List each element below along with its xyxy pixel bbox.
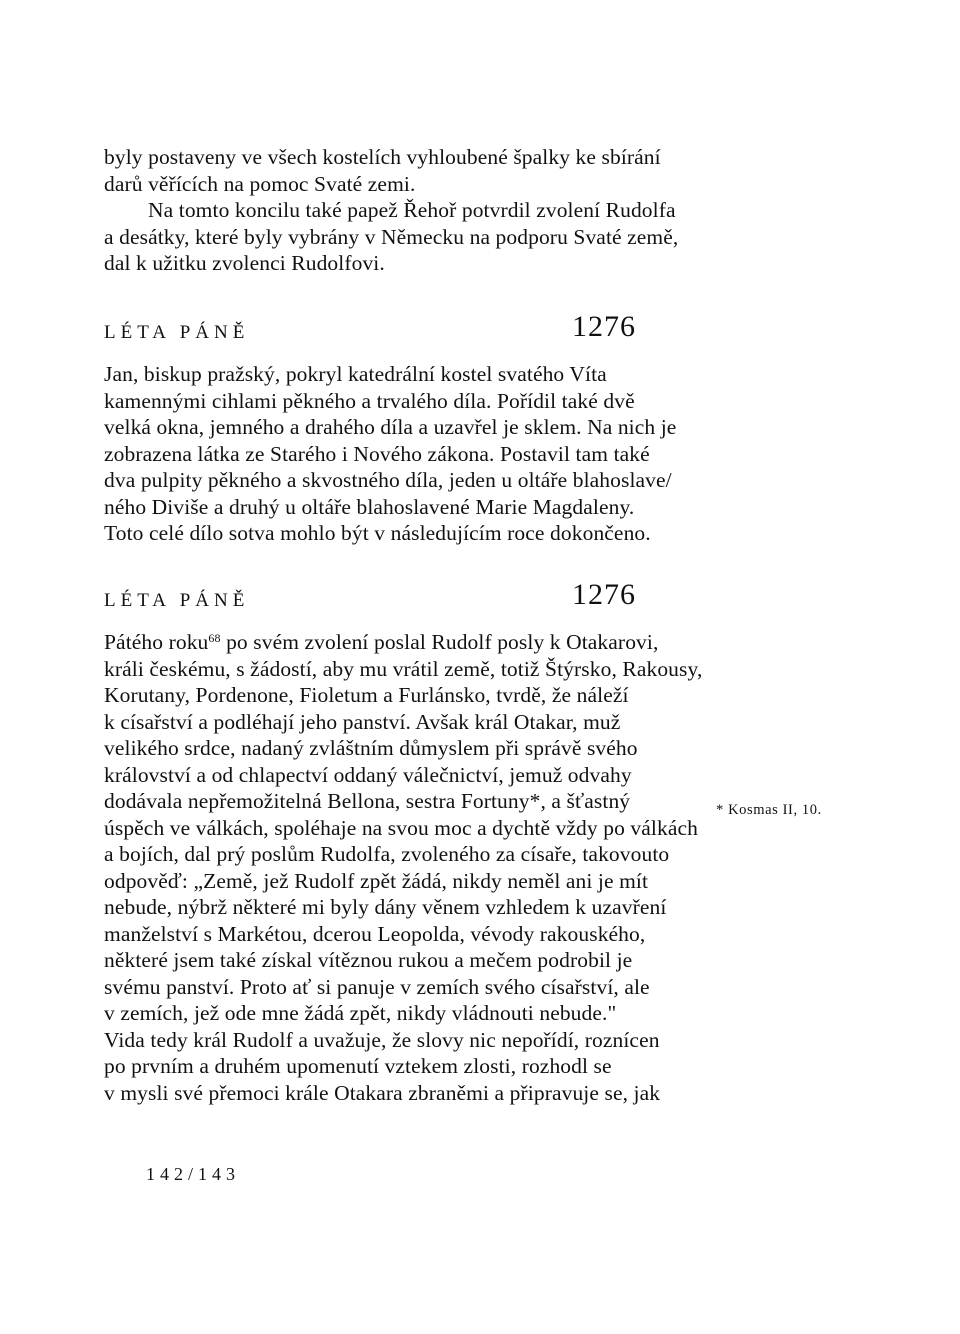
text-line: kamennými cihlami pěkného a trvalého díla. Pořídil také dvě xyxy=(104,388,635,413)
text-line: k císařství a podléhají jeho panství. Avšak král Otakar, muž xyxy=(104,709,621,734)
margin-note: * Kosmas II, 10. xyxy=(716,802,822,818)
heading-label: LÉTA PÁNĚ xyxy=(104,322,250,343)
text-fragment: Pátého roku xyxy=(104,630,209,654)
paragraph-rudolf-otakar xyxy=(104,629,724,1106)
text-line: darů věřících na pomoc Svaté zemi. xyxy=(104,171,416,196)
text-line: dva pulpity pěkného a skvostného díla, jeden u oltáře blahoslave/ xyxy=(104,468,672,492)
year-heading xyxy=(104,578,644,618)
text-line: Jan, biskup pražský, pokryl katedrální kostel svatého Víta xyxy=(104,362,607,386)
text-fragment: po svém zvolení poslal Rudolf posly k Otakarovi, xyxy=(220,630,659,654)
paragraph-intro xyxy=(104,144,724,277)
text-line: zobrazena látka ze Starého i Nového zákona. Postavil tam také xyxy=(104,441,650,466)
text-line: Toto celé dílo sotva mohlo být v následujícím roce dokončeno. xyxy=(104,521,651,545)
text-line: úspěch ve válkách, spoléhaje na svou moc a dychtě vždy po válkách xyxy=(104,815,698,840)
text-line: některé jsem také získal vítěznou rukou a mečem podrobil je xyxy=(104,948,633,972)
text-line: království a od chlapectví oddaný válečnictví, jemuž odvahy xyxy=(104,762,632,787)
paragraph-cathedral xyxy=(104,361,724,547)
text-line: v mysli své přemoci krále Otakara zbraněmi a připravuje se, jak xyxy=(104,1080,661,1105)
text-line: nebude, nýbrž některé mi byly dány věnem vzhledem k uzavření xyxy=(104,895,667,919)
text-line: dodávala nepřemožitelná Bellona, sestra Fortuny*, a šťastný xyxy=(104,789,631,813)
text-line: velká okna, jemného a drahého díla a uzavřel je sklem. Na nich je xyxy=(104,415,677,439)
text-line: ného Diviše a druhý u oltáře blahoslavené Marie Magdaleny. xyxy=(104,494,635,519)
text-line: Vida tedy král Rudolf a uvažuje, že slovy nic nepořídí, roznícen xyxy=(104,1027,660,1052)
text-line: dal k užitku zvolenci Rudolfovi. xyxy=(104,251,385,275)
text-line: byly postaveny ve všech kostelích vyhloubené špalky ke sbírání xyxy=(104,145,661,169)
text-line: a bojích, dal prý poslům Rudolfa, zvoleného za císaře, takovouto xyxy=(104,842,670,866)
text-line: králi českému, s žádostí, aby mu vrátil země, totiž Štýrsko, Rakousy, xyxy=(104,656,703,681)
text-line: odpověď: „Země, jež Rudolf zpět žádá, nikdy neměl ani je mít xyxy=(104,868,649,893)
text-line xyxy=(104,629,724,656)
text-line: Na tomto koncilu také papež Řehoř potvrdil zvolení Rudolfa xyxy=(148,198,676,222)
text-line: v zemích, jež ode mne žádá zpět, nikdy vládnouti nebude." xyxy=(104,1001,617,1025)
text-line: po prvním a druhém upomenutí vztekem zlosti, rozhodl se xyxy=(104,1054,612,1078)
text-line: manželství s Markétou, dcerou Leopolda, vévody rakouského, xyxy=(104,921,646,946)
page-number: 142/143 xyxy=(146,1164,241,1184)
heading-label: LÉTA PÁNĚ xyxy=(104,590,250,611)
text-line: a desátky, které byly vybrány v Německu na podporu Svaté země, xyxy=(104,224,679,249)
text-line: svému panství. Proto ať si panuje v zemích svého císařství, ale xyxy=(104,974,650,999)
heading-year: 1276 xyxy=(572,578,636,611)
footnote-reference: 68 xyxy=(208,631,221,645)
year-heading xyxy=(104,310,644,350)
text-line: velikého srdce, nadaný zvláštním důmyslem při správě svého xyxy=(104,736,638,760)
heading-year: 1276 xyxy=(572,310,636,343)
text-line: Korutany, Pordenone, Fioletum a Furlánsko, tvrdě, že náleží xyxy=(104,683,629,707)
